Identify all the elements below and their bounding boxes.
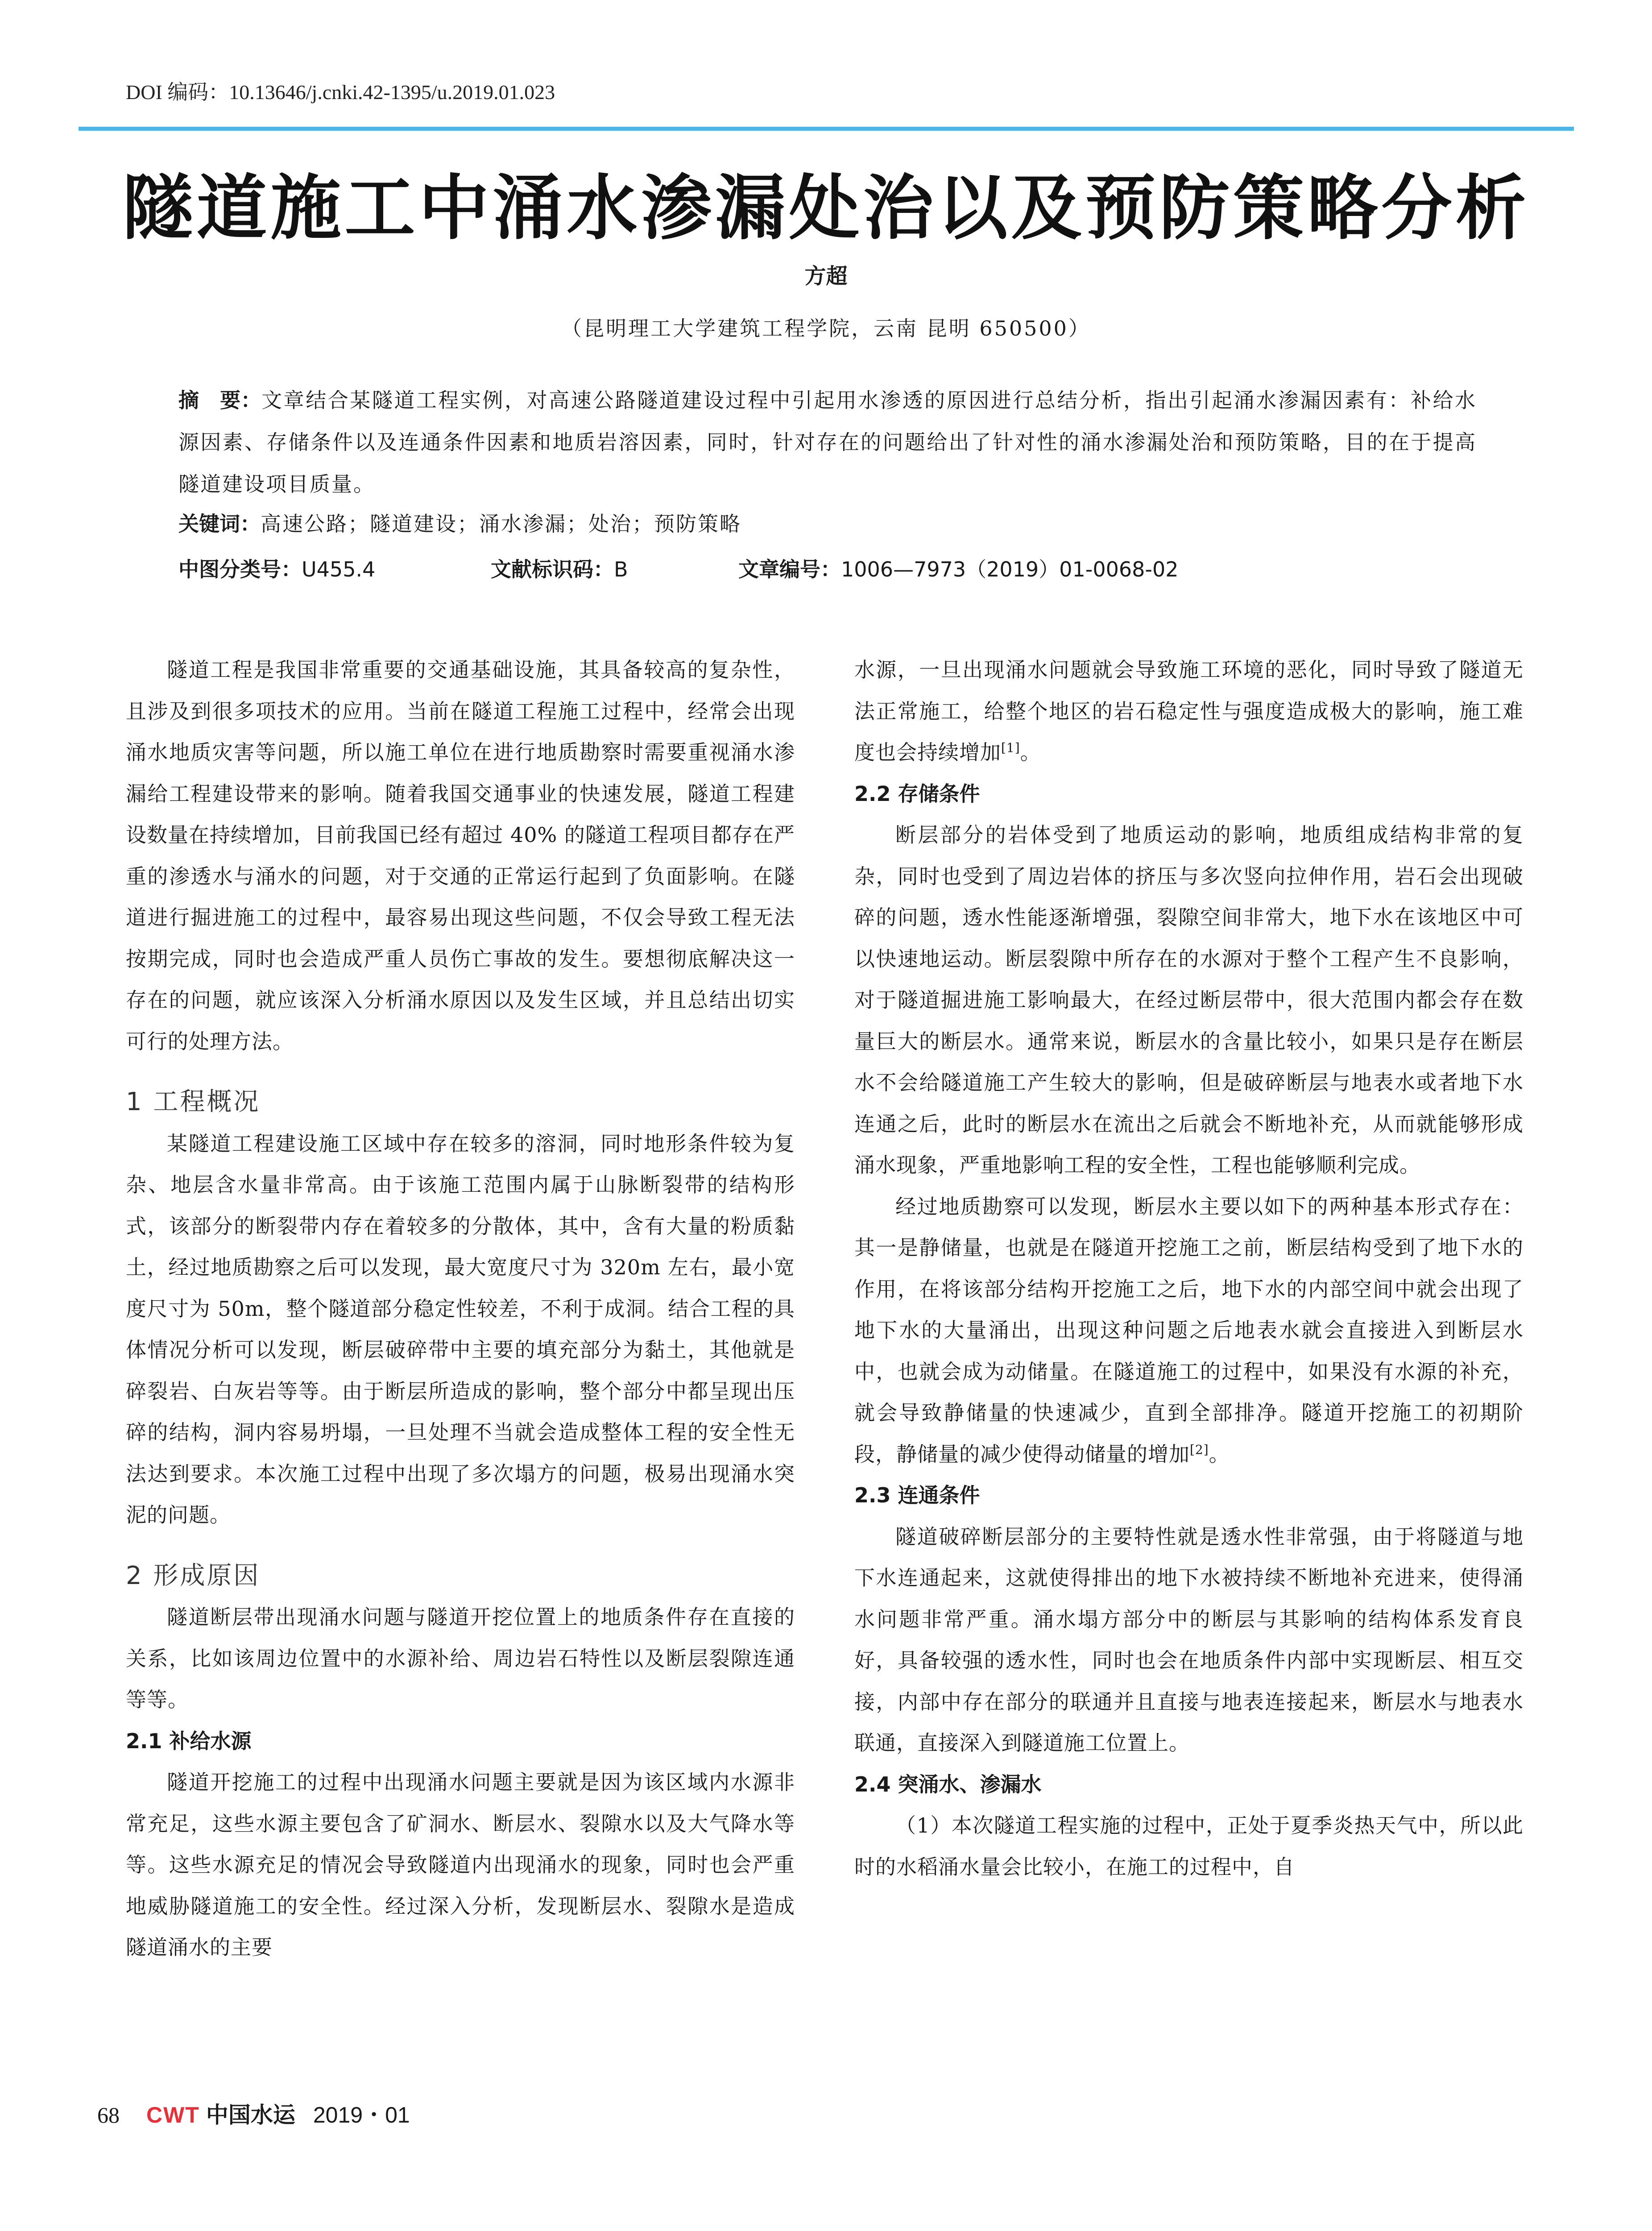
section-2-2-paragraph-2: 经过地质勘察可以发现，断层水主要以如下的两种基本形式存在：其一是静储量，也就是在隧道开挖施工之前，断层结构受到了地下水的作用，在将该部分结构开挖施工之后，地下水的内部空间中就会出现了地下水的大量涌出，出现这种问题之后地表水就会直接进入到断层水中，也就会成为动储量。在隧道施工的过程中，如果没有水源的补充，就会导致静储量的快速减少，直到全部排净。隧道开挖施工的初期阶段，静储量的减少使得动储量的增加[2]。 (854, 1194, 1524, 1466)
section-2-4-paragraph: （1）本次隧道工程实施的过程中，正处于夏季炎热天气中，所以此时的水稻涌水量会比较小，在施工的过程中，自 (854, 1813, 1524, 1879)
article-number: 文章编号：1006—7973（2019）01-0068-02 (738, 557, 1179, 581)
section-1-paragraph: 某隧道工程建设施工区域中存在较多的溶洞，同时地形条件较为复杂、地层含水量非常高。由于该施工范围内属于山脉断裂带的结构形式，该部分的断裂带内存在着较多的分散体，其中，含有大量的粉质黏土，经过地质勘察之后可以发现，最大宽度尺寸为 320m 左右，最小宽度尺寸为 50m，整个隧道部分稳定性较差，不利于成洞。结合工程的具体情况分析可以发现，断层破碎带中主要的填充部分为黏土，其他就是碎裂岩、白灰岩等等。由于断层所造成的影响，整个部分中都呈现出压碎的结构，洞内容易坍塌，一旦处理不当就会造成整体工程的安全性无法达到要求。本次施工过程中出现了多次塌方的问题，极易出现涌水突泥的问题。 (126, 1131, 795, 1527)
abstract-text: 文章结合某隧道工程实例，对高速公路隧道建设过程中引起用水渗透的原因进行总结分析，指出引起涌水渗漏因素有：补给水源因素、存储条件以及连通条件因素和地质岩溶因素，同时，针对存在的问题给出了针对性的涌水渗漏处治和预防策略，目的在于提高隧道建设项目质量。 (178, 388, 1477, 496)
affiliation: （昆明理工大学建筑工程学院，云南 昆明 650500） (561, 316, 1091, 340)
left-column (126, 649, 795, 1968)
header-rule (79, 127, 1574, 131)
right-column (854, 649, 1524, 1887)
magazine-name: 中国水运 (206, 2102, 295, 2128)
section-2-paragraph: 隧道断层带出现涌水问题与隧道开挖位置上的地质条件存在直接的关系，比如该周边位置中的水源补给、周边岩石特性以及断层裂隙连通等等。 (126, 1605, 795, 1712)
doi-header: DOI 编码：10.13646/j.cnki.42-1395/u.2019.01.023 (126, 81, 555, 104)
page-number: 68 (97, 2102, 120, 2127)
page-footer (97, 2097, 410, 2129)
abstract-label: 摘 要： (178, 388, 262, 412)
author: 方超 (804, 264, 848, 289)
issue-number: 2019・01 (313, 2102, 410, 2127)
clc-number: 中图分类号：U455.4 (178, 557, 376, 581)
section-1-heading: 1 工程概况 (126, 1087, 261, 1116)
keywords (178, 508, 1477, 537)
paper-title: 隧道施工中涌水渗漏处治以及预防策略分析 (122, 167, 1530, 249)
cwt-logo: CWT (146, 2102, 200, 2127)
citation-1: [1] (1001, 740, 1020, 755)
section-2-heading: 2 形成原因 (126, 1561, 261, 1590)
continued-paragraph: 水源，一旦出现涌水问题就会导致施工环境的恶化，同时导致了隧道无法正常施工，给整个地区的岩石稳定性与强度造成极大的影响，施工难度也会持续增加[1]。 (854, 658, 1524, 764)
section-2-4-heading: 2.4 突涌水、渗漏水 (854, 1772, 1042, 1796)
abstract (178, 379, 1477, 505)
keywords-text: 高速公路；隧道建设；涌水渗漏；处治；预防策略 (261, 512, 741, 536)
section-2-3-heading: 2.3 连通条件 (854, 1483, 980, 1507)
section-2-1-paragraph: 隧道开挖施工的过程中出现涌水问题主要就是因为该区域内水源非常充足，这些水源主要包含了矿洞水、断层水、裂隙水以及大气降水等等。这些水源充足的情况会导致隧道内出现涌水的现象，同时也会严重地威胁隧道施工的安全性。经过深入分析，发现断层水、裂隙水是造成隧道涌水的主要 (126, 1770, 795, 1959)
section-2-2-heading: 2.2 存储条件 (854, 781, 980, 806)
section-2-3-paragraph: 隧道破碎断层部分的主要特性就是透水性非常强，由于将隧道与地下水连通起来，这就使得排出的地下水被持续不断地补充进来，使得涌水问题非常严重。涌水塌方部分中的断层与其影响的结构体系发育良好，具备较强的透水性，同时也会在地质条件内部中实现断层、相互交接，内部中存在部分的联通并且直接与地表连接起来，断层水与地表水联通，直接深入到隧道施工位置上。 (854, 1524, 1524, 1755)
keywords-label: 关键词： (178, 512, 261, 536)
document-code: 文献标识码：B (491, 557, 628, 581)
citation-2: [2] (1190, 1442, 1209, 1457)
section-2-2-paragraph-1: 断层部分的岩体受到了地质运动的影响，地质组成结构非常的复杂，同时也受到了周边岩体的挤压与多次竖向拉伸作用，岩石会出现破碎的问题，透水性能逐渐增强，裂隙空间非常大，地下水在该地区中可以快速地运动。断层裂隙中所存在的水源对于整个工程产生不良影响，对于隧道掘进施工影响最大，在经过断层带中，很大范围内都会存在数量巨大的断层水。通常来说，断层水的含量比较小，如果只是存在断层水不会给隧道施工产生较大的影响，但是破碎断层与地表水或者地下水连通之后，此时的断层水在流出之后就会不断地补充，从而就能够形成涌水现象，严重地影响工程的安全性，工程也能够顺利完成。 (854, 823, 1524, 1177)
intro-paragraph: 隧道工程是我国非常重要的交通基础设施，其具备较高的复杂性，且涉及到很多项技术的应用。当前在隧道工程施工过程中，经常会出现涌水地质灾害等问题，所以施工单位在进行地质勘察时需要重视涌水渗漏给工程建设带来的影响。随着我国交通事业的快速发展，隧道工程建设数量在持续增加，目前我国已经有超过 40% 的隧道工程项目都存在严重的渗透水与涌水的问题，对于交通的正常运行起到了负面影响。在隧道进行掘进施工的过程中，最容易出现这些问题，不仅会导致工程无法按期完成，同时也会造成严重人员伤亡事故的发生。要想彻底解决这一存在的问题，就应该深入分析涌水原因以及发生区域，并且总结出切实可行的处理方法。 (126, 658, 795, 1053)
section-2-1-heading: 2.1 补给水源 (126, 1729, 252, 1753)
